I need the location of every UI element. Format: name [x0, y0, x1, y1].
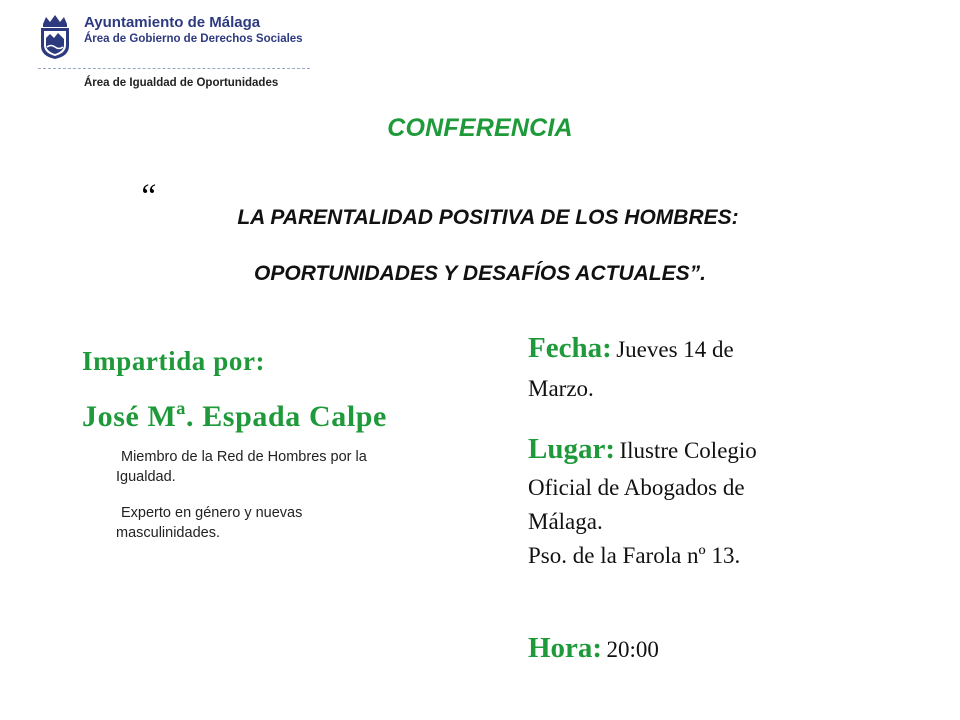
place-value-line2: Oficial de Abogados de [528, 475, 745, 500]
date-label: Fecha: [528, 332, 612, 364]
time-label: Hora: [528, 632, 603, 664]
speaker-label: Impartida por: [82, 346, 266, 376]
malaga-coat-of-arms-icon [38, 14, 72, 60]
org-name: Ayuntamiento de Málaga [84, 14, 261, 31]
time-value: 20:00 [606, 637, 659, 662]
place-value-line3: Málaga. [528, 509, 603, 534]
speaker-bio-1-line1: Miembro de la Red de Hombres por la [121, 449, 367, 465]
speaker-bio-1 [116, 447, 436, 487]
org-subarea: Área de Igualdad de Oportunidades [84, 77, 279, 89]
speaker-bio-2 [116, 503, 436, 543]
event-title-line2: OPORTUNIDADES Y DESAFÍOS ACTUALES”. [254, 262, 706, 285]
place-value-line1: Ilustre Colegio [619, 438, 757, 463]
event-date [528, 330, 858, 407]
event-time [528, 630, 659, 671]
header-divider [38, 68, 310, 69]
event-type-label: CONFERENCIA [387, 114, 573, 142]
speaker-bio-2-line1: Experto en género y nuevas [121, 505, 303, 521]
speaker-name: José Mª. Espada Calpe [82, 400, 387, 433]
org-area: Área de Gobierno de Derechos Sociales [84, 33, 303, 45]
date-value-line1: Jueves 14 de [616, 337, 734, 362]
date-value-line2: Marzo. [528, 376, 594, 401]
speaker-bio-1-line2: Igualdad. [116, 469, 176, 485]
open-quote: “ [138, 178, 157, 215]
place-address: Pso. de la Farola nº 13. [528, 543, 741, 568]
place-label: Lugar: [528, 433, 615, 465]
speaker-bio-2-line2: masculinidades. [116, 525, 220, 541]
event-title-line1: LA PARENTALIDAD POSITIVA DE LOS HOMBRES: [237, 206, 739, 229]
event-place [528, 432, 868, 573]
